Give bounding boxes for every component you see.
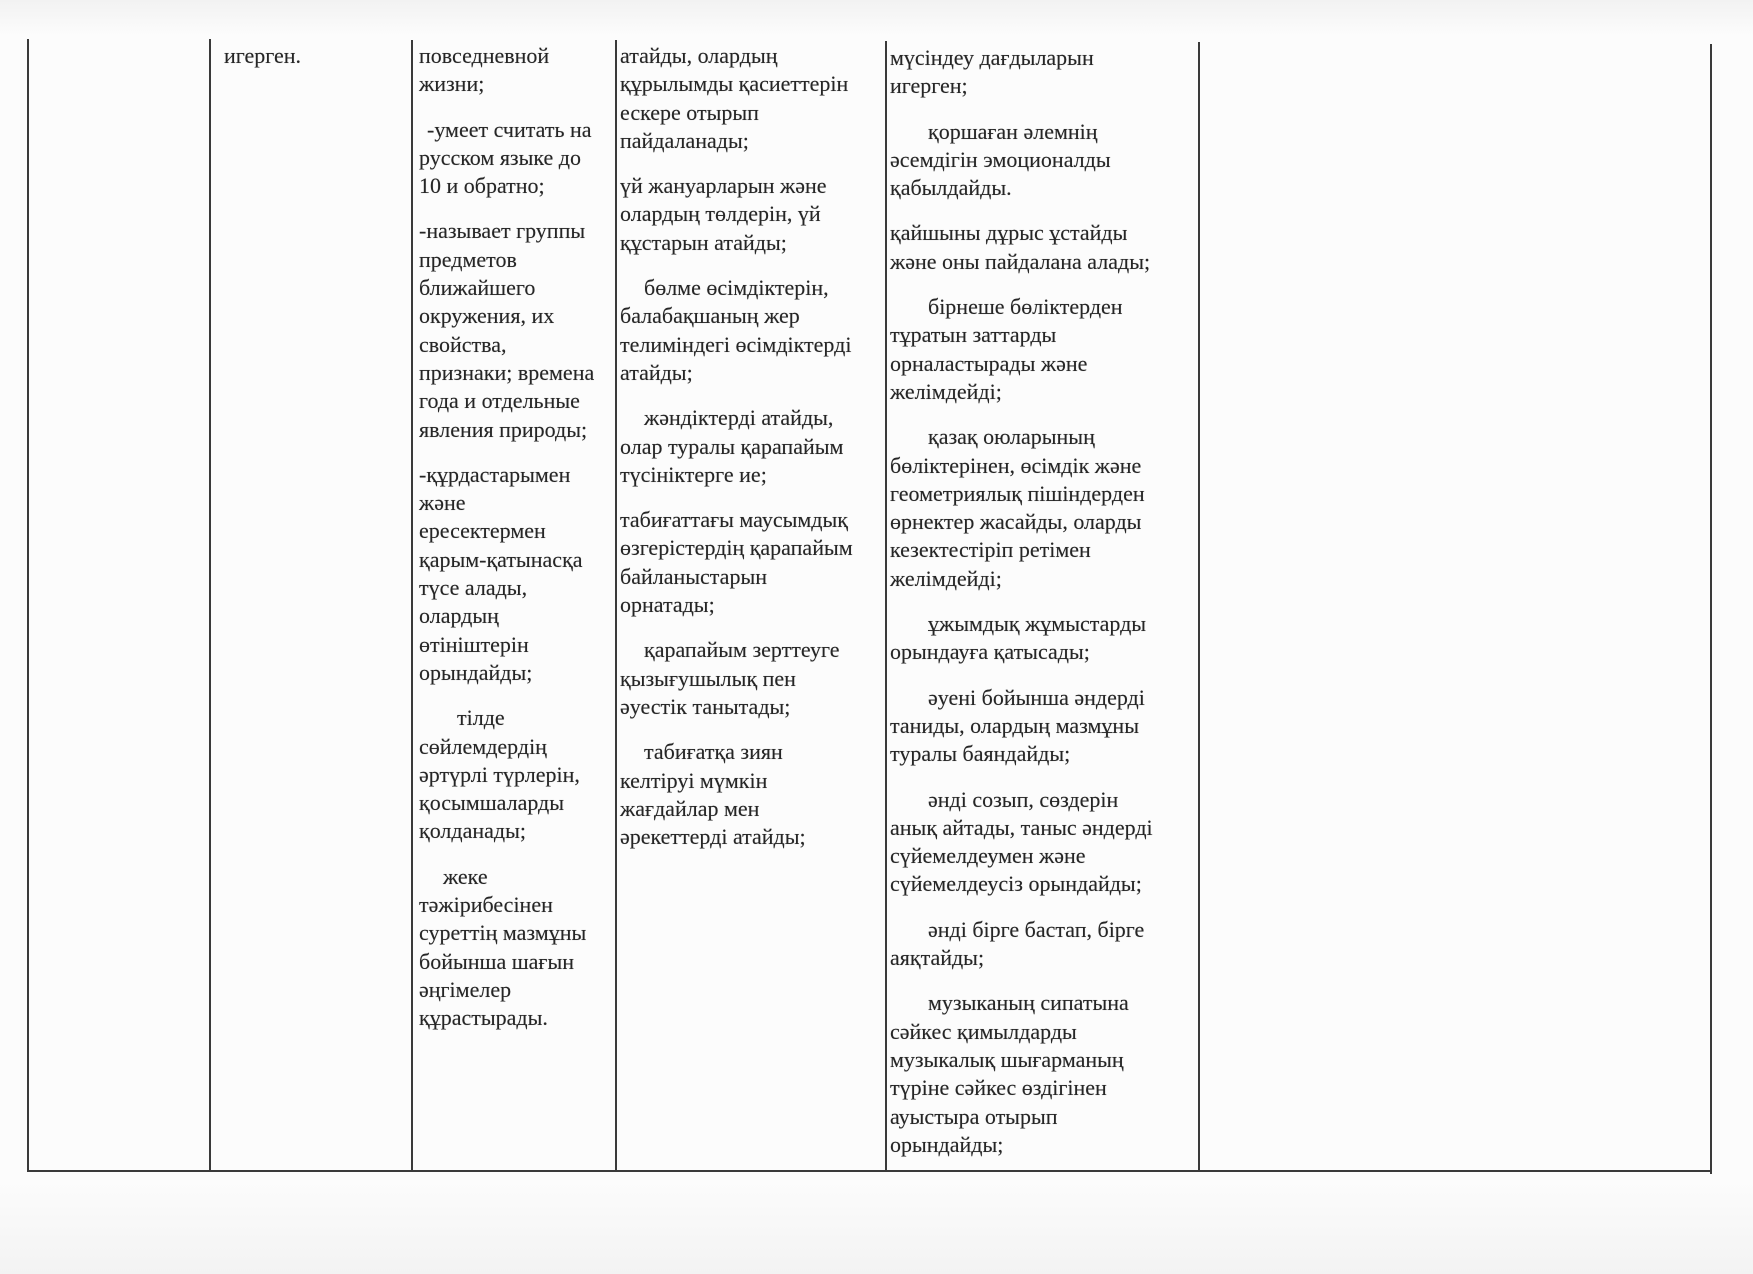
text-line: признаки; времена <box>419 359 595 385</box>
cell-paragraph <box>620 636 882 721</box>
text-line: келтіруі мүмкін <box>620 767 768 793</box>
text-line: кезектестіріп ретімен <box>890 537 1091 563</box>
cell-paragraph <box>419 217 611 443</box>
text-line: құрастырады. <box>419 1005 548 1031</box>
text-line: музыкалық шығарманың <box>890 1046 1124 1072</box>
text-line: әрекеттерді атайды; <box>620 824 806 850</box>
text-line: предметов <box>419 246 517 272</box>
cell-paragraph <box>620 274 882 387</box>
text-line: әуестік танытады; <box>620 693 791 719</box>
cell-paragraph <box>620 404 882 489</box>
column-divider <box>885 41 887 1172</box>
text-line: тілде <box>457 705 505 731</box>
cell-paragraph <box>620 738 882 851</box>
cell-paragraph <box>419 116 611 201</box>
text-line: қызығушылық пен <box>620 665 796 691</box>
text-line: тұратын заттарды <box>890 322 1057 348</box>
cell-paragraph <box>419 863 611 1033</box>
text-line: орындауға қатысады; <box>890 639 1090 665</box>
text-line: қарапайым зерттеуге <box>644 637 840 663</box>
scan-shading-bottom <box>0 1180 1753 1274</box>
cell-paragraph <box>620 172 882 257</box>
text-line: қосымшаларды <box>419 790 565 816</box>
text-line: әсемдігін эмоционалды <box>890 146 1111 172</box>
text-line: окружения, их <box>419 303 555 329</box>
text-line: геометриялық пішіндерден <box>890 480 1145 506</box>
text-line: әнді созып, сөздерін <box>928 786 1119 812</box>
text-line: мүсіндеу дағдыларын <box>890 45 1094 70</box>
text-line: бөлме өсімдіктерін, <box>644 275 829 301</box>
text-line: табиғатқа зиян <box>644 739 783 765</box>
text-line: суреттің мазмұны <box>419 920 587 946</box>
text-line: свойства, <box>419 331 507 357</box>
text-line: әңгімелер <box>419 976 512 1002</box>
text-line: орналастырады және <box>890 350 1088 376</box>
text-line: анық айтады, таныс әндерді <box>890 814 1153 840</box>
text-line: байланыстарын <box>620 563 767 589</box>
column-divider <box>411 40 413 1172</box>
text-line: атайды; <box>620 359 693 385</box>
text-line: русском языке до <box>419 144 582 170</box>
text-line: -құрдастарымен <box>419 461 571 487</box>
text-line: құстарын атайды; <box>620 229 787 255</box>
cell-paragraph <box>890 989 1195 1159</box>
text-line: туралы баяндайды; <box>890 741 1071 767</box>
text-line: -называет группы <box>419 218 586 244</box>
text-line: года и отдельные <box>419 388 580 414</box>
text-line: -умеет считать на <box>427 116 592 142</box>
text-line: игерген. <box>224 43 302 68</box>
text-line: ескере отырып <box>620 99 759 125</box>
text-line: жағдайлар мен <box>620 795 760 821</box>
text-line: құрылымды қасиеттерін <box>620 71 849 97</box>
text-line: жеке <box>443 863 488 889</box>
column-divider <box>209 39 211 1172</box>
text-line: ближайшего <box>419 275 536 301</box>
text-line: қарым-қатынасқа <box>419 546 583 572</box>
text-line: әуені бойынша әндерді <box>928 684 1145 710</box>
text-line: балабақшаның жер <box>620 303 800 329</box>
text-line: бөліктерінен, өсімдік және <box>890 452 1142 478</box>
text-line: игерген; <box>890 73 968 99</box>
text-line: табиғаттағы маусымдық <box>620 507 848 533</box>
cell-paragraph <box>620 506 882 619</box>
text-line: желімдейді; <box>890 378 1002 404</box>
table-cell <box>419 42 611 1033</box>
text-line: сәйкес қимылдарды <box>890 1018 1077 1044</box>
text-line: олар туралы қарапайым <box>620 433 844 459</box>
text-line: орнатады; <box>620 592 715 618</box>
text-line: ұжымдық жұмыстарды <box>928 611 1147 637</box>
text-line: түсініктерге ие; <box>620 461 767 487</box>
cell-paragraph <box>890 118 1195 203</box>
text-line: қоршаған әлемнің <box>928 118 1098 144</box>
text-line: әртүрлі түрлерін, <box>419 761 580 787</box>
column-divider <box>615 40 617 1172</box>
text-line: 10 и обратно; <box>419 173 545 199</box>
text-line: жизни; <box>419 71 485 97</box>
text-line: бойынша шағын <box>419 948 575 974</box>
table-right-border <box>1710 44 1712 1174</box>
cell-paragraph <box>620 42 882 155</box>
cell-paragraph <box>890 219 1195 276</box>
text-line: явления природы; <box>419 416 588 442</box>
table-cell <box>890 44 1195 1159</box>
text-line: өтініштерін <box>419 631 529 657</box>
text-line: қайшыны дұрыс ұстайды <box>890 220 1128 246</box>
text-line: сүйемелдеумен және <box>890 843 1086 869</box>
text-line: өзгерістердің қарапайым <box>620 535 853 561</box>
text-line: олардың төлдерін, үй <box>620 201 821 227</box>
cell-paragraph <box>890 916 1195 973</box>
text-line: қабылдайды. <box>890 175 1012 201</box>
text-line: өрнектер жасайды, оларды <box>890 509 1142 535</box>
cell-paragraph <box>224 42 404 70</box>
text-line: орындайды; <box>419 659 533 685</box>
text-line: тәжірибесінен <box>419 892 553 918</box>
cell-paragraph <box>890 423 1195 593</box>
cell-paragraph <box>890 610 1195 667</box>
cell-paragraph <box>890 684 1195 769</box>
table-cell <box>620 42 882 851</box>
text-line: повседневной <box>419 43 550 68</box>
text-line: әнді бірге бастап, бірге <box>928 916 1145 942</box>
text-line: жәндіктерді атайды, <box>644 405 834 431</box>
text-line: түсе алады, <box>419 575 528 601</box>
cell-paragraph <box>419 42 611 99</box>
text-line: олардың <box>419 603 499 629</box>
cell-paragraph <box>419 704 611 845</box>
text-line: және <box>419 490 466 516</box>
cell-paragraph <box>890 293 1195 406</box>
text-line: музыканың сипатына <box>928 990 1129 1016</box>
cell-paragraph <box>890 786 1195 899</box>
text-line: бірнеше бөліктерден <box>928 294 1123 320</box>
text-line: таниды, олардың мазмұны <box>890 712 1139 738</box>
text-line: атайды, олардың <box>620 43 778 68</box>
text-line: аяқтайды; <box>890 945 985 971</box>
cell-paragraph <box>890 44 1195 101</box>
text-line: телиміндегі өсімдіктерді <box>620 331 852 357</box>
scan-shading-top <box>0 0 1753 36</box>
text-line: үй жануарларын және <box>620 173 827 199</box>
text-line: ауыстыра отырып <box>890 1103 1058 1129</box>
text-line: түріне сәйкес өздігінен <box>890 1075 1107 1101</box>
column-divider <box>1198 42 1200 1172</box>
table-left-border <box>27 39 29 1172</box>
text-line: және оны пайдалана алады; <box>890 248 1151 274</box>
table-bottom-border <box>27 1170 1712 1172</box>
text-line: сөйлемдердің <box>419 733 547 759</box>
text-line: сүйемелдеусіз орындайды; <box>890 871 1142 897</box>
text-line: пайдаланады; <box>620 127 749 153</box>
text-line: желімдейді; <box>890 565 1002 591</box>
text-line: орындайды; <box>890 1131 1004 1157</box>
text-line: ересектермен <box>419 518 546 544</box>
text-line: қолданады; <box>419 818 526 844</box>
table-cell <box>224 42 404 70</box>
text-line: қазақ оюларының <box>928 424 1095 450</box>
cell-paragraph <box>419 461 611 687</box>
